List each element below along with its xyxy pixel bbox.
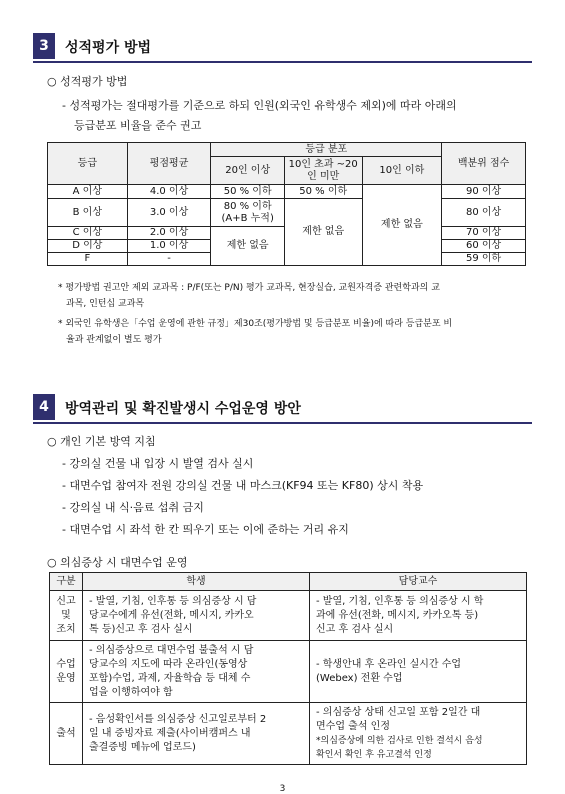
cell-line: (Webex) 전환 수업	[316, 672, 403, 684]
note-1-line2: 과목, 인턴십 교과목	[66, 299, 145, 309]
cell-score: 3.0 이상	[127, 199, 211, 227]
page-number: 3	[279, 784, 286, 794]
cell-grade: D 이상	[48, 240, 128, 253]
header-10-to-20: 10인 초과 ~20인 미만	[284, 157, 362, 185]
cell-pct: 90 이상	[442, 185, 526, 199]
class-student	[83, 641, 310, 703]
cell-line: 과에 유선(전화, 메시지, 카카오톡 등)	[316, 609, 479, 621]
section-title: 방역관리 및 확진발생시 수업운영 방안	[65, 401, 301, 417]
grading-text-line1: - 성적평가는 절대평가를 기준으로 하되 인원(외국인 유학생수 제외)에 따라 아래의	[62, 99, 457, 112]
row-head-attendance	[50, 703, 83, 765]
cell-line: 신고 후 검사 실시	[316, 623, 394, 635]
cell-10-under-all: 제한 없음	[362, 185, 442, 266]
row-head-report	[50, 591, 83, 641]
section-divider	[33, 422, 532, 424]
cell-line: 면수업 출석 인정	[316, 720, 390, 732]
section-divider	[33, 61, 532, 63]
grade-distribution-table	[47, 142, 526, 266]
cell-10-20-rest: 제한 없음	[284, 199, 362, 266]
cell-pct: 80 이상	[442, 199, 526, 227]
header-grade: 등급	[48, 143, 128, 185]
cell-a-20: 50 % 이하	[211, 185, 284, 199]
cell-grade: F	[48, 253, 128, 266]
cell-b-20	[211, 199, 284, 227]
row-head-line: 및	[61, 609, 71, 621]
cell-score: 4.0 이상	[127, 185, 211, 199]
row-head-line: 운영	[56, 672, 76, 684]
attendance-student	[83, 703, 310, 765]
cell-line: - 학생안내 후 온라인 실시간 수업	[316, 658, 462, 670]
cell-score: -	[127, 253, 211, 266]
row-head-class	[50, 641, 83, 703]
cell-line: 업을 이행하여야 함	[89, 686, 173, 698]
cell-line: 출결증빙 메뉴에 업로드)	[89, 741, 196, 753]
section-number: 4	[33, 394, 55, 420]
attendance-professor	[310, 703, 527, 765]
note-2-line2: 율과 관계없이 별도 평가	[66, 335, 162, 345]
cell-b-20-line2: (A+B 누적)	[221, 212, 274, 224]
guideline-item: - 대면수업 시 좌석 한 칸 띄우기 또는 이에 준하는 거리 유지	[62, 523, 349, 536]
cell-score: 1.0 이상	[127, 240, 211, 253]
cell-pct: 60 이상	[442, 240, 526, 253]
cell-b-20-line1: 80 % 이하	[223, 200, 272, 212]
guideline-item: - 대면수업 참여자 전원 강의실 건물 내 마스크(KF94 또는 KF80) 상시 착용	[62, 479, 424, 492]
row-head-line: 출석	[56, 727, 76, 739]
bullet-grading: ○ 성적평가 방법	[47, 75, 128, 88]
cell-grade: B 이상	[48, 199, 128, 227]
row-head-line: 조치	[56, 623, 76, 635]
header-professor: 담당교수	[310, 573, 527, 591]
header-10-under: 10인 이하	[362, 157, 442, 185]
header-20-plus: 20인 이상	[211, 157, 284, 185]
cell-line: - 발열, 기침, 인후통 등 의심증상 시 담	[89, 595, 257, 607]
guideline-item: - 강의실 건물 내 입장 시 발열 검사 실시	[62, 457, 254, 470]
bullet-symptom-ops: ○ 의심증상 시 대면수업 운영	[47, 556, 188, 569]
header-distribution: 등급 분포	[211, 143, 442, 157]
cell-pct: 59 이하	[442, 253, 526, 266]
cell-pct: 70 이상	[442, 227, 526, 240]
symptom-operation-table	[49, 572, 527, 765]
cell-score: 2.0 이상	[127, 227, 211, 240]
cell-line: 당교수에게 유선(전화, 메시지, 카카오	[89, 609, 254, 621]
cell-line: - 음성확인서를 의심증상 신고일로부터 2	[89, 713, 267, 725]
header-score: 평점평균	[127, 143, 211, 185]
section-number: 3	[33, 33, 55, 59]
note-1-line1: * 평가방법 권고안 제외 교과목 : P/F(또는 P/N) 평가 교과목, 현장실습, 교원자격증 관련학과의 교	[58, 283, 440, 293]
row-head-line: 수업	[56, 658, 76, 670]
cell-cd-20: 제한 없음	[211, 227, 284, 266]
cell-line: - 의심증상 상태 신고일 포함 2일간 대	[316, 706, 481, 718]
cell-line: 톡 등)신고 후 검사 실시	[89, 623, 193, 635]
cell-a-10-20: 50 % 이하	[284, 185, 362, 199]
cell-grade: A 이상	[48, 185, 128, 199]
section-4-header	[33, 394, 532, 422]
cell-line: - 발열, 기침, 인후통 등 의심증상 시 학	[316, 595, 484, 607]
grading-text-line2: 등급분포 비율을 준수 권고	[74, 119, 202, 132]
row-head-line: 신고	[56, 595, 76, 607]
cell-line: 일 내 증빙자료 제출(사이버캠퍼스 내	[89, 727, 251, 739]
cell-grade: C 이상	[48, 227, 128, 240]
cell-line: - 의심증상으로 대면수업 불출석 시 담	[89, 644, 254, 656]
section-3-header	[33, 33, 532, 61]
header-percentile: 백분위 점수	[442, 143, 526, 185]
report-student	[83, 591, 310, 641]
class-professor	[310, 641, 527, 703]
bullet-basic-guidelines: ○ 개인 기본 방역 지침	[47, 435, 156, 448]
note-2-line1: * 외국인 유학생은「수업 운영에 관한 규정」제30조(평가방법 및 등급분포 비율)에 따라 등급분포 비	[58, 319, 453, 329]
cell-note-line: *의심증상에 의한 검사로 인한 결석시 음성	[316, 735, 483, 746]
header-student: 학생	[83, 573, 310, 591]
cell-line: 포함)수업, 과제, 자율학습 등 대체 수	[89, 672, 251, 684]
cell-line: 당교수의 지도에 따라 온라인(동영상	[89, 658, 248, 670]
guideline-item: - 강의실 내 식·음료 섭취 금지	[62, 501, 204, 514]
section-title: 성적평가 방법	[65, 40, 152, 56]
cell-note-line: 확인서 확인 후 유고결석 인정	[316, 749, 432, 760]
header-type: 구분	[50, 573, 83, 591]
report-professor	[310, 591, 527, 641]
